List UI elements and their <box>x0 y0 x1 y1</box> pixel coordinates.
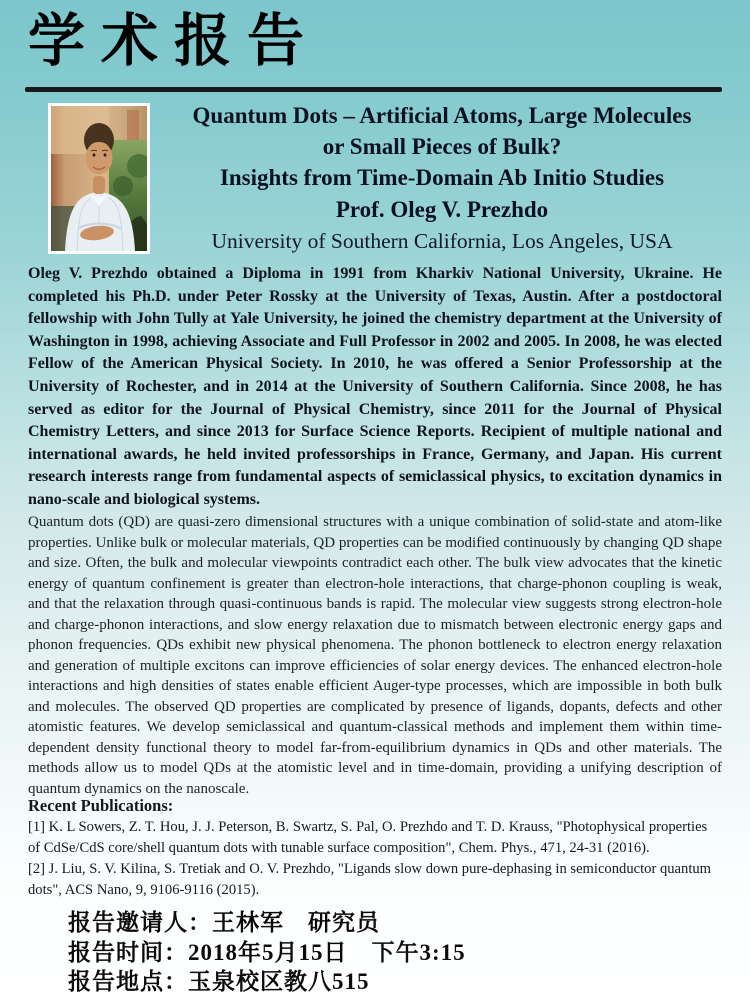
talk-title-line1: Quantum Dots – Artificial Atoms, Large Molecules <box>192 103 692 128</box>
poster-header-title: 学术报告 <box>28 10 320 73</box>
talk-abstract: Quantum dots (QD) are quasi-zero dimensional structures with a unique combination of solid-state and atom-like properties. Unlike bulk or molecular materials, QD properties can be modified continuously by changing QD shape and size. Often, the bulk and molecular viewpoints contradict each other. The bulk view advocates that the kinetic energy of quantum confinement is greater than electron-hole interactions, that charge-phonon coupling is weak, and that the relaxation through quasi-continuous bands is rapid. The molecular view suggests strong electron-hole and charge-phonon interactions, and slow energy relaxation due to mismatch between electronic energy gaps and phonon frequencies. QDs exhibit new physical phenomena. The phonon bottleneck to electron energy relaxation and generation of multiple excitons can improve efficiencies of solar energy devices. The enhanced electron-hole interactions and high densities of states enable efficient Auger-type processes, which are impossible in both bulk and molecules. The observed QD properties are complicated by presence of ligands, dopants, defects and other atomistic features. We develop semiclassical and quantum-classical methods and implement them within time-dependent density functional theory to model far-from-equilibrium dynamics in QDs and other materials. The methods allow us to model QDs at the atomistic level and in time-domain, providing a unifying description of quantum dynamics on the nanoscale. <box>28 514 722 797</box>
publication-item: [1] K. L Sowers, Z. T. Hou, J. J. Peterson, B. Swartz, S. Pal, O. Prezhdo and T. D. Krauss, "Photophysical properties of CdSe/CdS core/shell quantum dots with tunable surface composition", Chem. Phys., 471, 24-31 (2016). <box>28 819 708 856</box>
footer-details <box>68 908 722 997</box>
publications-heading: Recent Publications: <box>28 796 174 815</box>
publication-item: [2] J. Liu, S. V. Kilina, S. Tretiak and O. V. Prezhdo, "Ligands slow down pure-dephasing in semiconductor quantum dots", ACS Nano, 9, 9106-9116 (2015). <box>28 861 712 898</box>
talk-title-block <box>152 100 732 256</box>
footer-time: 报告时间：2018年5月15日 下午3:15 <box>68 939 466 965</box>
speaker-photo <box>48 103 150 254</box>
header-divider <box>25 87 722 92</box>
speaker-affiliation: University of Southern California, Los Angeles, USA <box>211 229 673 253</box>
publications-section <box>28 795 722 901</box>
talk-title-line3: Insights from Time-Domain Ab Initio Studies <box>219 165 665 190</box>
talk-title-line2: or Small Pieces of Bulk? <box>322 134 562 159</box>
footer-inviter: 报告邀请人：王林军 研究员 <box>68 910 380 935</box>
footer-venue: 报告地点：玉泉校区教八515 <box>68 969 370 994</box>
speaker-name: Prof. Oleg V. Prezhdo <box>335 197 549 222</box>
speaker-portrait-illustration <box>51 106 147 251</box>
speaker-bio: Oleg V. Prezhdo obtained a Diploma in 1991 from Kharkiv National University, Ukraine. He completed his Ph.D. under Peter Rossky at the University of Texas, Austin. After a postdoctoral fellowship with John Tully at Yale University, he joined the chemistry department at the University of Washington in 1998, achieving Associate and Full Professor in 2002 and 2005. In 2008, he was elected Fellow of the American Physical Society. In 2010, he was offered a Senior Professorship at the University of Rochester, and in 2014 at the University of Southern California. Since 2008, he has served as editor for the Journal of Physical Chemistry, since 2011 for the Journal of Physical Chemistry Letters, and since 2013 for Surface Science Reports. Recipient of multiple national and international awards, he held invited professorships in France, Germany, and Japan. His current research interests range from fundamental aspects of semiclassical physics, to excitation dynamics in nano-scale and biological systems. <box>28 265 722 508</box>
